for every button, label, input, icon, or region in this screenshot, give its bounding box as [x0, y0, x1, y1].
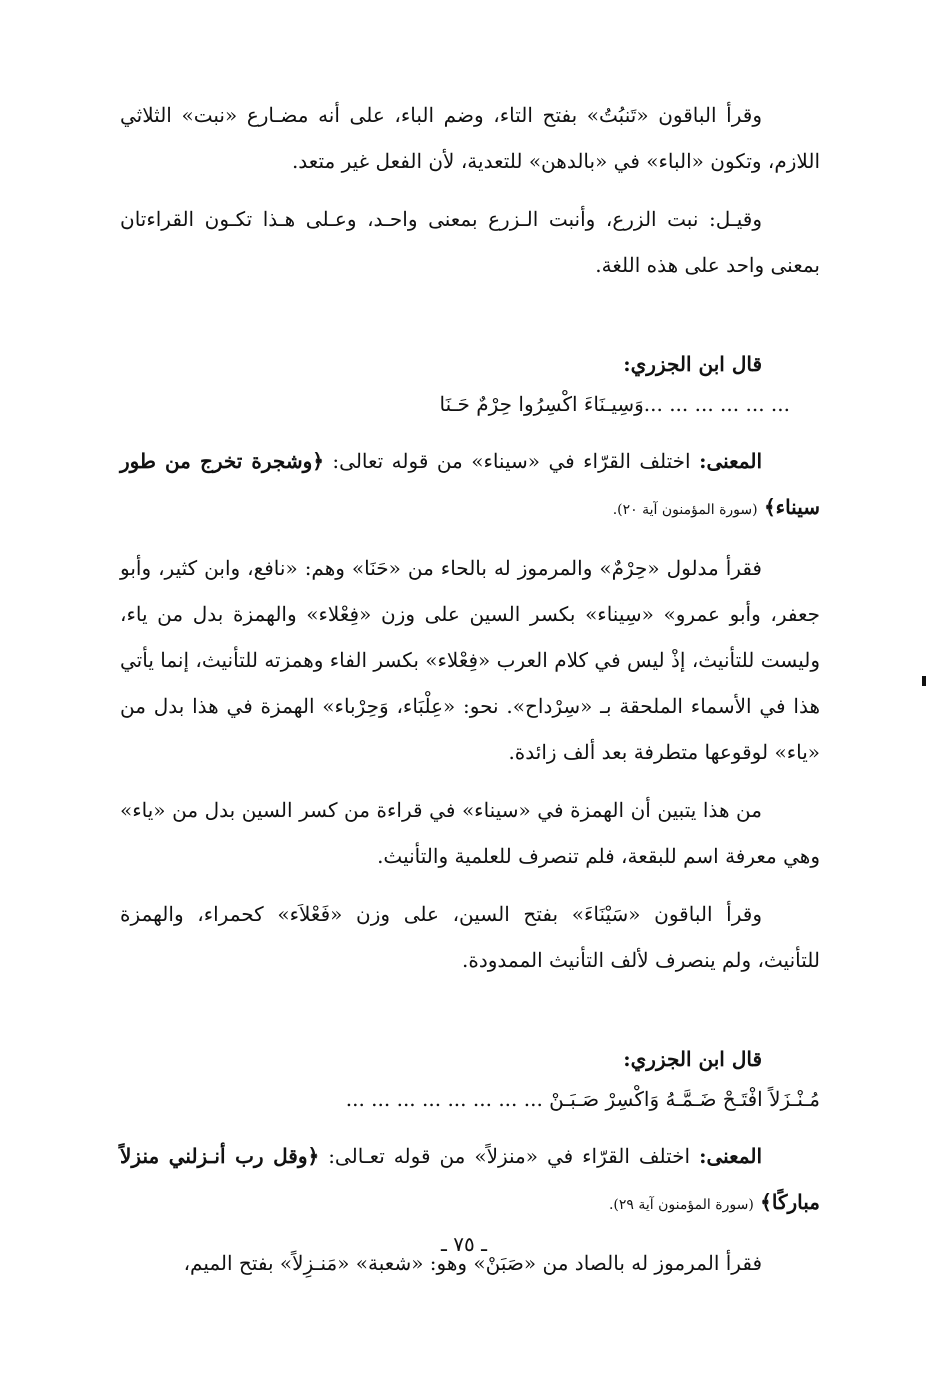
scan-edge-mark: [922, 676, 926, 686]
page-body: [120, 92, 820, 1298]
poem-verse: مُـنْـزَلاً افْتَـحْ ضَـمَّـهُ وَاكْسِرْ صَـبَـنْ ... ... ... ... ... ... ... ...: [345, 1087, 820, 1111]
paragraph: وقرأ الباقون «تَنبُتُ» بفتح التاء، وضم الباء، على أنه مضـارع «نبت» الثلاثي اللازم، وتكون «الباء» في «بالدهن» للتعدية، لأن الفعل غير متعد.: [120, 103, 820, 173]
paragraph: فقرأ المرموز له بالصاد من «صَبَنْ» وهو: «شعبة» «مَنـزِلاً» بفتح الميم،: [183, 1251, 762, 1275]
meaning-paragraph: [120, 438, 820, 533]
meaning-paragraph: [120, 1133, 820, 1228]
section-heading: قال ابن الجزري:: [623, 1047, 762, 1071]
meaning-label: المعنى:: [699, 449, 763, 473]
quran-quote: ﴿وشجرة تخرج من طور سيناء﴾: [120, 449, 820, 519]
paragraph: وقيـل: نبت الزرع، وأنبت الـزرع بمعنى واحـد، وعـلى هـذا تكـون القراءتان بمعنى واحد على هذه اللغة.: [120, 207, 820, 277]
poem-verse: ... ... ... ... ... ...وَسِيـنَاءَ اكْسِرُوا حِرْمٌ حَـنَا: [439, 392, 790, 416]
section-spacer: [120, 300, 820, 344]
paragraph: وقرأ الباقون «سَيْنَاءَ» بفتح السين، على وزن «فَعْلاَء» كحمراء، والهمزة للتأنيث، ولم ينصرف لألف التأنيث الممدودة.: [120, 902, 820, 972]
meaning-label: المعنى:: [699, 1144, 763, 1168]
meaning-text: اختلف القرّاء في «سيناء» من قوله تعالى:: [332, 449, 691, 473]
paragraph: فقرأ مدلول «حِرْمٌ» والمرموز له بالحاء من «حَنَا» وهم: «نافع، وابن كثير، وأبو جعفر، وأبو عمرو» «سِيناء» بكسر السين على وزن «فِعْلاء» والهمزة بدل من ياء، وليست للتأنيث، إذْ ليس في كلام العرب «فِعْلاء» بكسر الفاء وهمزته للتأنيث، إنما يأتي هذا في الأسماء الملحقة بـ «سِرْداح». نحو: «عِلْبَاء، وَحِرْباء» الهمزة في هذا بدل من «ياء» لوقوعها متطرفة بعد ألف زائدة.: [120, 556, 820, 764]
surah-reference: (سورة المؤمنون آية ٢٠).: [612, 502, 758, 518]
paragraph: من هذا يتبين أن الهمزة في «سيناء» في قراءة من كسر السين بدل من «ياء» وهي معرفة اسم للبقعة، فلم تنصرف للعلمية والتأنيث.: [120, 798, 820, 868]
meaning-text: اختلف القرّاء في «منزلاً» من قوله تعـالى:: [328, 1144, 691, 1168]
surah-reference: (سورة المؤمنون آية ٢٩).: [608, 1197, 754, 1213]
section-spacer: [120, 995, 820, 1039]
section-heading: قال ابن الجزري:: [623, 352, 762, 376]
page-number: ـ ٧٥ ـ: [441, 1232, 487, 1256]
quran-quote: ﴿وقل رب أنـزلني منزلاً مباركًا﴾: [120, 1144, 820, 1214]
